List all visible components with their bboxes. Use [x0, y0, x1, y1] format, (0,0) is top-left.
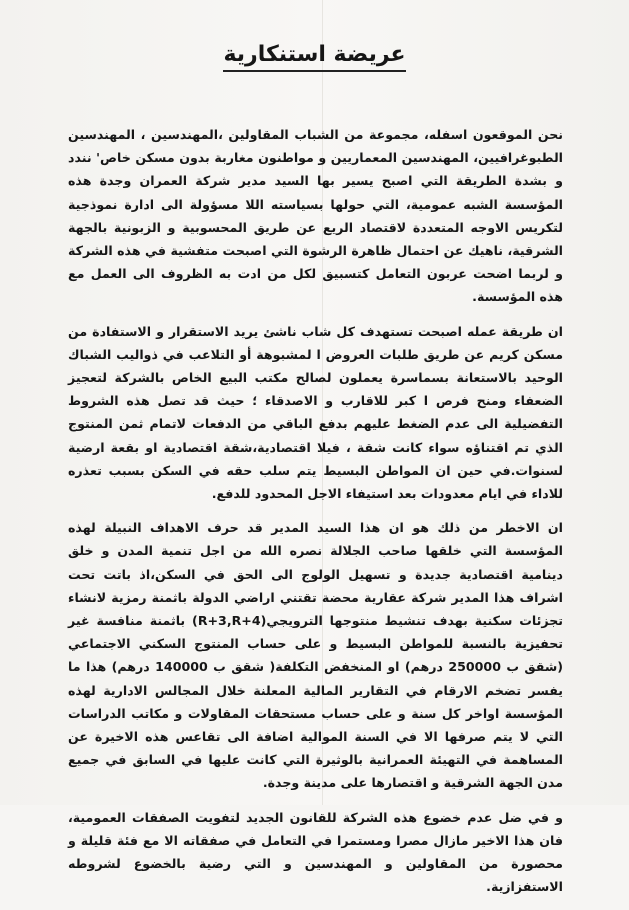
document-title	[0, 42, 629, 67]
document-body	[68, 123, 563, 910]
paragraph-3: ان الاخطر من ذلك هو ان هذا السيد المدير قد حرف الاهداف النبيلة لهذه المؤسسة التي خلقها صاحب الجلالة نصره الله من اجل تنمية المدن و خلق دينامية اقتصادية جديدة و تسهيل الولوج الى الحق في السكن،اذ باتت تحت اشراف هذا المدير شركة عقارية محضة تقتني اراضي الدولة باثمنة رمزية لانشاء تجزئات سكنية بهدف تنشيط منتوجها الترويجي(R+3,R+4) باثمنة منافسة غير تحفيزية بالنسبة للمواطن البسيط و على حساب المنتوج السكني الاجتماعي (شقق ب 250000 درهم) او المنخفض التكلفة( شقق ب 140000 درهم) هذا ما يفسر تضخم الارقام في التقارير المالية المعلنة خلال المجالس الادارية لهذه المؤسسة اواخر كل سنة و على حساب مستحقات المقاولات و مكاتب الدراسات التي لا يتم صرفها الا في السنة الموالية اضافة الى تقاعس هذه الاخيرة عن المساهمة في التهيئة العمرانية بالوثيرة التي كانت عليها في السابق في جميع مدن الجهة الشرقية و اقتصارها على مدينة وجدة.	[68, 520, 563, 791]
paragraph-2: ان طريقة عمله اصبحت تستهدف كل شاب ناشئ يريد الاستقرار و الاستفادة من مسكن كريم عن طريق طلبات العروض ا لمشبوهة أو التلاعب في ذواليب الشباك الوحيد بالاستعانة بسماسرة يعملون لصالح مكتب البيع الخاص بالشركة لتعجيز الضعفاء ومنح فرص ا كبر للاقارب و الاصدقاء ؛ حيث قد تصل هذه الشروط التفضيلية الى عدم الضغط عليهم بدفع الباقي من الدفعات لاتمام ثمن المنتوج الذي تم اقتناؤه سواء كانت شقة ، فيلا اقتصادية،شقة اقتصادية او بقعة ارضية لسنوات.في حين ان المواطن البسيط يتم سلب حقه في السكن بسبب تعذره للاداء في ايام معدودات بعد استيفاء الاجل المحدود للدفع.	[68, 323, 563, 502]
paragraph-4: و في ضل عدم خضوع هذه الشركة للقانون الجديد لتفويت الصفقات العمومية، فان هذا الاخير مازال مصرا ومستمرا في التعامل في صفقاته الا مع فئة قليلة و محصورة من المقاولين و المهندسين و التي رضية بالخضوع لشروطه الاستفزازية.	[68, 809, 563, 895]
title-text: عريضة استنكارية	[223, 42, 405, 72]
paragraph-1: نحن الموقعون اسفله، مجموعة من الشباب المقاولين ،المهندسين ، المهندسين الطبوغرافيين، المهندسين المعماريين و مواطنون مغاربة بدون مسكن خاص' نندد و بشدة الطريقة التي اصبح يسير بها السيد مدير شركة العمران وجدة هذه المؤسسة الشبه عمومية، التي حولها بسياسته اللا مسؤولة الى ادارة نموذجية لتكريس الاوجه المتعددة لاقتصاد الريع عن طريق المحسوبية و الزبونية بالجهة الشرقية، ناهيك عن احتمال ظاهرة الرشوة التي اصبحت متفشية في هذه الشركة و لربما اضحت عربون التعامل كتسبيق لكل من ادت به الظروف الى العمل مع هذه المؤسسة.	[68, 127, 563, 305]
